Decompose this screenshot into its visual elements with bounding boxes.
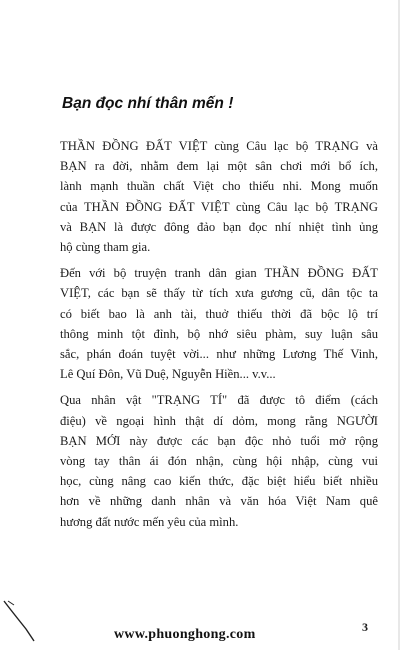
text-line: điệu) về ngoại hình thật dí dỏm, mong rằng NGƯỜI <box>60 413 378 428</box>
website-watermark: www.phuonghong.com <box>114 627 256 642</box>
text-line: sắc, phán đoán tuyệt vời... như những Lương Thế Vinh, <box>60 347 378 362</box>
text-line: hộ cùng tham gia. <box>60 240 151 255</box>
text-line: hơn về những danh nhân và văn hóa Việt Nam quê <box>60 494 378 509</box>
text-line: học, cùng nâng cao kiến thức, đặc biệt hiểu biết nhiều <box>60 474 378 489</box>
paragraph-series <box>60 263 378 384</box>
paragraph-character <box>60 390 378 531</box>
text-line: thông minh tột đỉnh, bộ nhớ siêu phàm, suy luận sâu <box>60 326 378 341</box>
text-line: VIỆT, các bạn sẽ thấy từ tích xưa gương cũ, dân tộc ta <box>60 286 378 301</box>
letter-body <box>60 136 378 538</box>
text-line: hương đất nước mến yêu của mình. <box>60 514 239 529</box>
text-line: của THẦN ĐỒNG ĐẤT VIỆT cùng Câu lạc bộ TRẠNG <box>60 199 378 214</box>
text-line: có biết bao là anh tài, thuở thiếu thời đã bộc lộ trí <box>60 306 378 321</box>
text-line: lành mạnh thuần chất Việt cho thiếu nhi. Mong muốn <box>60 179 378 194</box>
scan-corner-mark <box>0 595 40 650</box>
paragraph-intro <box>60 136 378 257</box>
text-line: BẠN MỚI này được các bạn độc nhỏ tuổi mở rộng <box>60 433 378 448</box>
text-line: Lê Quí Đôn, Vũ Duệ, Nguyễn Hiền... v.v... <box>60 367 276 382</box>
text-line: Qua nhân vật "TRẠNG TÍ" đã được tô điểm (cách <box>60 393 378 408</box>
text-line: BẠN ra đời, nhằm đem lại một sân chơi mới bổ ích, <box>60 159 378 174</box>
page-number: 3 <box>362 620 368 634</box>
text-line: THẦN ĐỒNG ĐẤT VIỆT cùng Câu lạc bộ TRẠNG và <box>60 139 378 153</box>
text-line: và BẠN là được đông đảo bạn đọc nhí nhiệt tình ủng <box>60 219 378 234</box>
letter-greeting-heading: Bạn đọc nhí thân mến ! <box>62 95 234 112</box>
text-line: Đến với bộ truyện tranh dân gian THẦN ĐỒNG ĐẤT <box>60 266 378 281</box>
text-line: vòng tay thân ái đón nhận, cùng hội nhập, cùng vui <box>60 454 378 469</box>
